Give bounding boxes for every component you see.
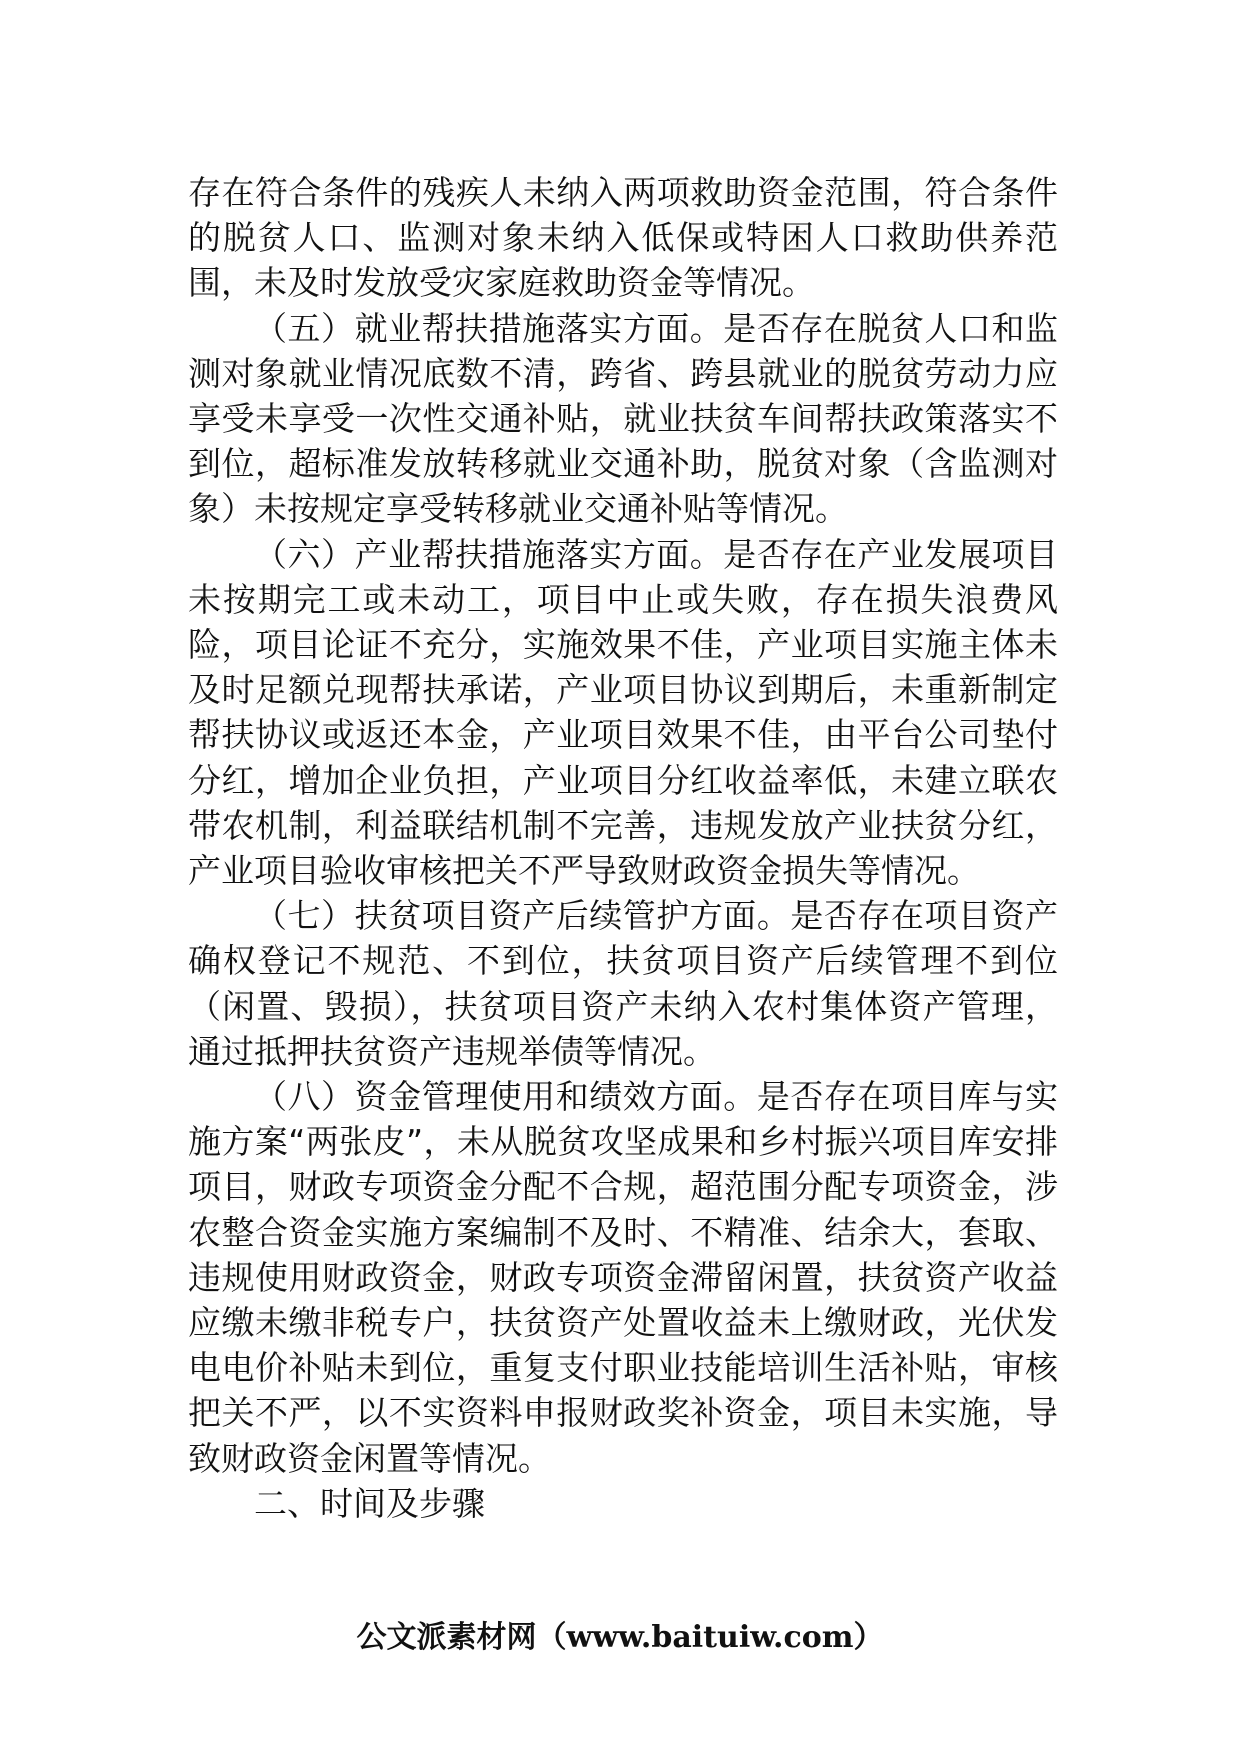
section-heading: 二、时间及步骤 <box>254 1483 485 1523</box>
paragraph-asset-management: （七）扶贫项目资产后续管护方面。是否存在项目资产确权登记不规范、不到位，扶贫项目资产后续管理不到位（闲置、毁损），扶贫项目资产未纳入农村集体资产管理，通过抵押扶贫资产违规举债等情况。 <box>188 896 1058 1071</box>
paragraph-continued: 存在符合条件的残疾人未纳入两项救助资金范围，符合条件的脱贫人口、监测对象未纳入低保或特困人口救助供养范围，未及时发放受灾家庭救助资金等情况。 <box>188 173 1058 303</box>
paragraph-fund-management: （八）资金管理使用和绩效方面。是否存在项目库与实施方案“两张皮”，未从脱贫攻坚成果和乡村振兴项目库安排项目，财政专项资金分配不合规，超范围分配专项资金，涉农整合资金实施方案编制不及时、不精准、结余大，套取、违规使用财政资金，财政专项资金滞留闲置，扶贫资产收益应缴未缴非税专户，扶贫资产处置收益未上缴财政，光伏发电电价补贴未到位，重复支付职业技能培训生活补贴，审核把关不严，以不实资料申报财政奖补资金，项目未实施，导致财政资金闲置等情况。 <box>188 1077 1058 1478</box>
paragraph-employment-support: （五）就业帮扶措施落实方面。是否存在脱贫人口和监测对象就业情况底数不清，跨省、跨县就业的脱贫劳动力应享受未享受一次性交通补贴，就业扶贫车间帮扶政策落实不到位，超标准发放转移就业交通补助，脱贫对象（含监测对象）未按规定享受转移就业交通补贴等情况。 <box>188 308 1058 529</box>
page-footer-watermark: 公文派素材网（www.baituiw.com） <box>356 1620 884 1655</box>
paragraph-industry-support: （六）产业帮扶措施落实方面。是否存在产业发展项目未按期完工或未动工，项目中止或失败，存在损失浪费风险，项目论证不充分，实施效果不佳，产业项目实施主体未及时足额兑现帮扶承诺，产业项目协议到期后，未重新制定帮扶协议或返还本金，产业项目效果不佳，由平台公司垫付分红，增加企业负担，产业项目分红收益率低，未建立联农带农机制，利益联结机制不完善，违规发放产业扶贫分红，产业项目验收审核把关不严导致财政资金损失等情况。 <box>188 534 1058 891</box>
document-body <box>188 170 1058 1526</box>
